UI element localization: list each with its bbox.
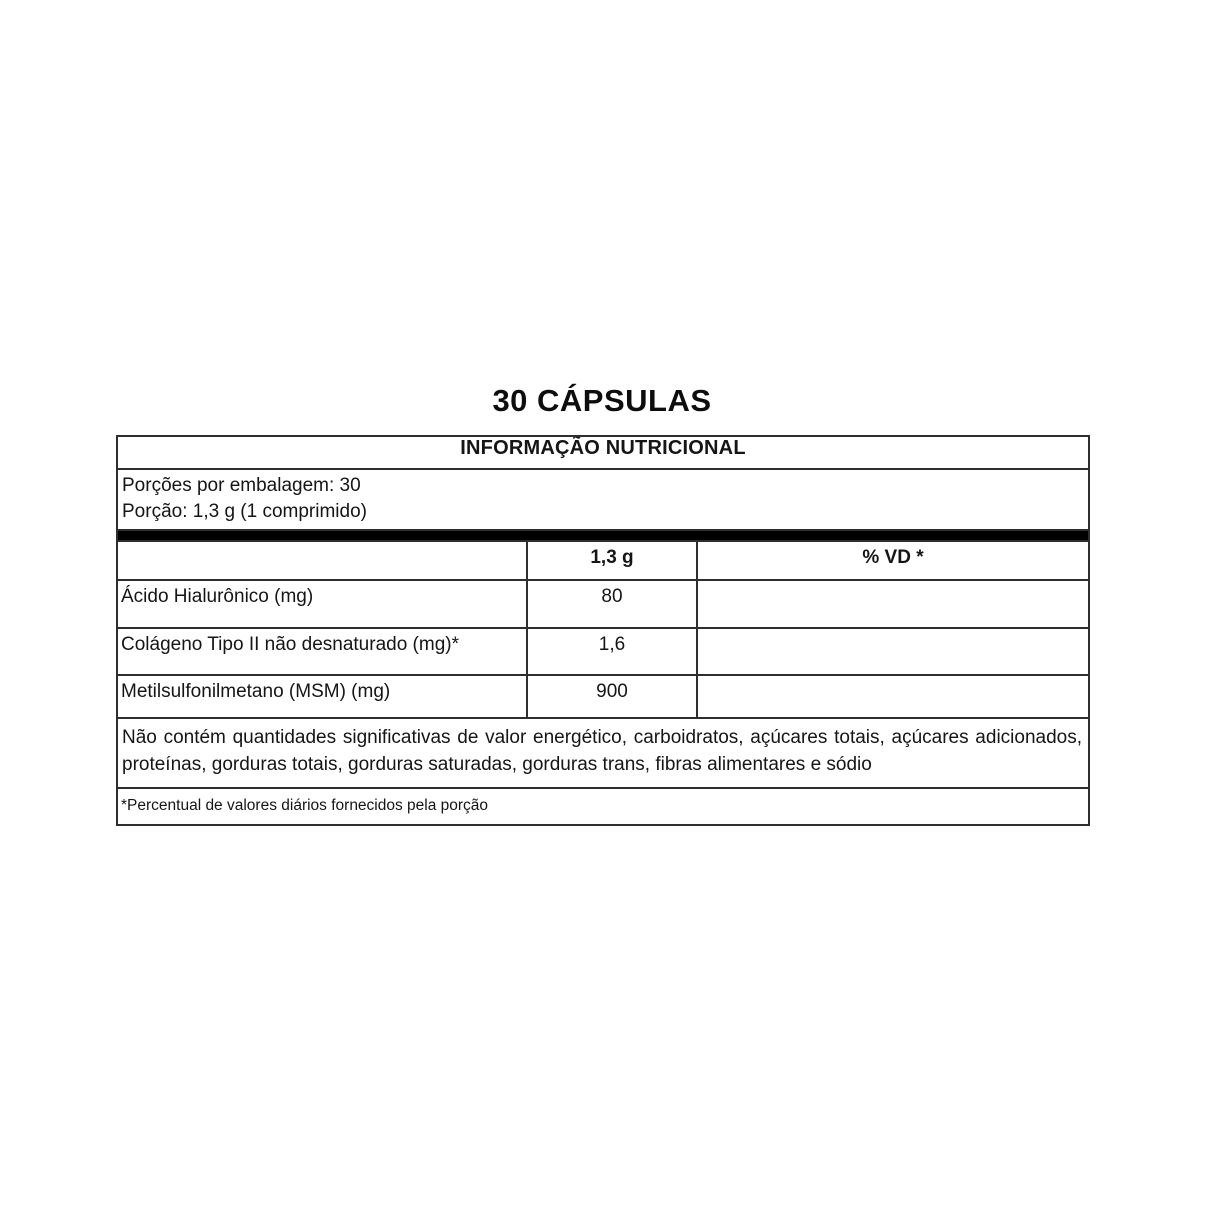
thick-divider-row [117,530,1089,541]
nutrient-dv [697,580,1089,628]
no-significant-amounts-row [117,718,1089,788]
nutrient-label: Metilsulfonilmetano (MSM) (mg) [117,675,527,718]
no-significant-amounts-note: Não contém quantidades significativas de valor energético, carboidratos, açúcares totais, açúcares adicionados, proteínas, gorduras totais, gorduras saturadas, gorduras trans, fibras alimentares e sódio [117,718,1089,788]
serving-size: Porção: 1,3 g (1 comprimido) [122,501,367,522]
table-row [117,580,1089,628]
nutrient-amount: 900 [527,675,697,718]
servings-cell [117,469,1089,530]
nutrient-label: Ácido Hialurônico (mg) [117,580,527,628]
daily-value-footnote: *Percentual de valores diários fornecidos pela porção [117,788,1089,825]
servings-row [117,469,1089,530]
servings-per-package: Porções por embalagem: 30 [122,475,361,496]
column-header-dv: % VD * [697,541,1089,580]
nutrient-dv [697,628,1089,675]
column-header-row [117,541,1089,580]
page-title: 30 CÁPSULAS [492,383,712,418]
nutrient-amount: 1,6 [527,628,697,675]
column-header-empty [117,541,527,580]
nutrient-dv [697,675,1089,718]
column-header-amount: 1,3 g [527,541,697,580]
footnote-row [117,788,1089,825]
nutrient-label: Colágeno Tipo II não desnaturado (mg)* [117,628,527,675]
table-title-row [117,436,1089,469]
table-title: INFORMAÇÃO NUTRICIONAL [117,436,1089,469]
table-row [117,628,1089,675]
table-row [117,675,1089,718]
nutrient-amount: 80 [527,580,697,628]
thick-divider-bar [117,530,1089,541]
nutrition-table [116,435,1090,826]
